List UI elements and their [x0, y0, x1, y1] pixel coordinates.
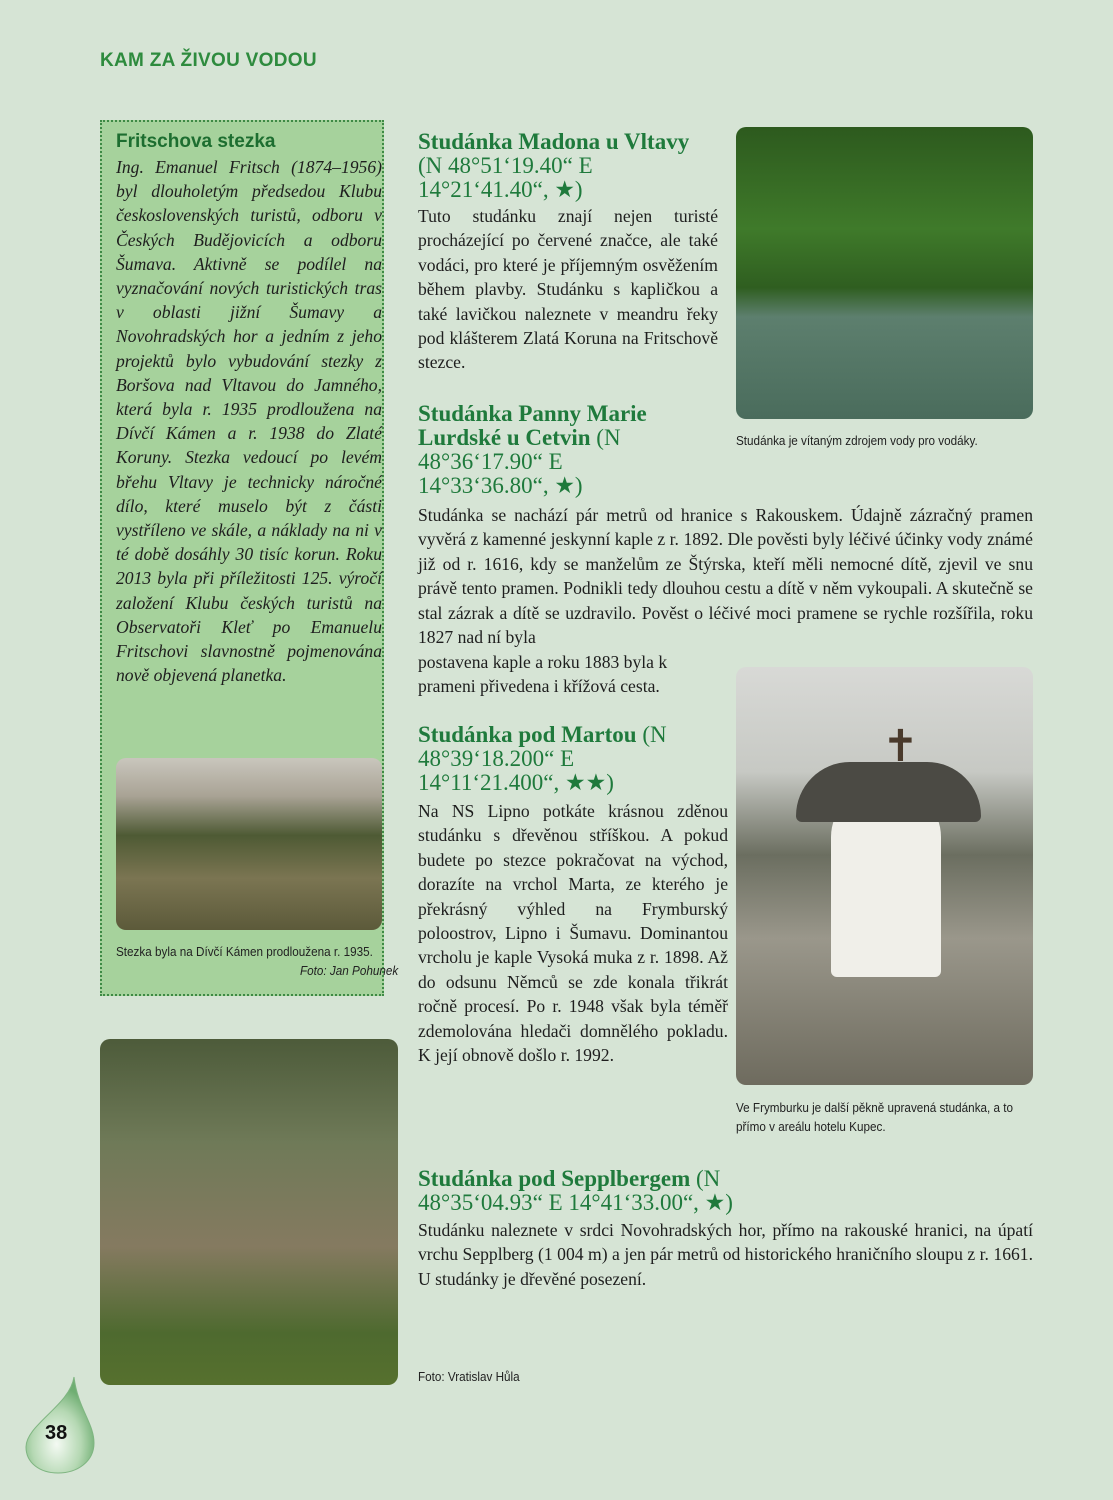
photo-credit: Foto: Vratislav Hůla [418, 1369, 520, 1384]
roof-shape [796, 762, 981, 822]
article-madona [418, 130, 718, 375]
article-title: Studánka pod Sepplbergem (N 48°35‘04.93“ E 14°41‘33.00“, ★) [418, 1166, 733, 1215]
chapel-photo [736, 667, 1033, 1085]
castle-ruins-photo [116, 758, 382, 930]
article-text: Tuto studánku znají nejen turisté procházející po červené značce, ale také vodáci, pro které je příjemným osvěžením během plavby. Studánku s kapličkou a také lavičkou naleznete v meandru řeky pod klášterem Zlatá Koruna na Fritschově stezce. [418, 206, 718, 373]
section-label: KAM ZA ŽIVOU VODOU [100, 50, 317, 71]
article-martou [418, 723, 728, 1067]
article-lurdske-heading [418, 402, 698, 498]
article-title: Studánka pod Martou (N 48°39‘18.200“ E 14°11‘21.400“, ★★) [418, 722, 667, 795]
castle-photo-credit: Foto: Jan Pohunek [300, 963, 399, 978]
article-text: Studánka se nachází pár metrů od hranice s Rakouskem. Údajně zázračný pramen vyvěrá z kamenné jeskynní kaple z r. 1892. Dle pověsti byly léčivé účinky vody známé již od r. 1616, kdy se manželům ze Štýrska, kteří měli nemocné dítě, zjevil ve snu právě tento pramen. Podnikli tedy dlouhou cestu a dítě v něm vykoupali. A skutečně se stal zázrak a dítě se uzdravilo. Pověst o léčivé moci pramene se rychle rozšířila, roku 1827 nad ní byla [418, 505, 1033, 648]
article-sepplberg [418, 1167, 1033, 1291]
chapel-photo-caption: Ve Frymburku je další pěkně upravená studánka, a to přímo v areálu hotelu Kupec. [736, 1100, 1014, 1134]
article-title: Studánka Panny Marie Lurdské u Cetvin (N 48°36‘17.90“ E 14°33‘36.80“, ★) [418, 401, 647, 498]
article-text: Na NS Lipno potkáte krásnou zděnou studánku s dřevěnou stříškou. A pokud budete po stezce pokračovat na východ, dorazíte na vrchol Marta, ze kterého je překrásný výhled na Frymburský poloostrov, Lipno i Šumavu. Dominantou vrcholu je kaple Vysoká muka z r. 1898. Až do odsunu Němců se zde konala třikrát ročně procesí. Po r. 1948 však byla téměř zdemolována hledači domnělého pokladu. K její obnově došlo r. 1992. [418, 801, 728, 1066]
article-text: Studánku naleznete v srdci Novohradských hor, přímo na rakouské hranici, na úpatí vrchu Sepplberg (1 004 m) a jen pár metrů od historického hraničního sloupu z r. 1661. U studánky je dřevěné posezení. [418, 1220, 1033, 1289]
sidebar-text: Ing. Emanuel Fritsch (1874–1956) byl dlouholetým předsedou Klubu československých turistů, odboru v Českých Budějovicích a odboru Šumava. Aktivně se podílel na vyznačování nových turistických tras v oblasti jižní Šumavy a Novohradských hor a jedním z jeho projektů bylo vybudování stezky z Boršova nad Vltavou do Jamného, která byla r. 1935 prodloužena na Dívčí Kámen a r. 1938 do Zlaté Koruny. Stezka vedoucí po levém břehu Vltavy je technicky náročné dílo, které muselo být z části vystříleno ve skále, a náklady na ni v té době dosáhly 30 tisíc korun. Roku 2013 byla při příležitosti 125. výročí založení Klubu českých turistů na Observatoři Kleť po Emanuelu Fritschovi slavnostně pojmenována nově objevená planetka. [116, 157, 382, 686]
article-text-tail: postavena kaple a roku 1883 byla k prameni přivedena i křížová cesta. [418, 652, 668, 697]
boundary-column-photo [100, 1039, 398, 1385]
page-number: 38 [45, 1422, 68, 1444]
kayakers-photo [736, 127, 1033, 419]
caption-text: Stezka byla na Dívčí Kámen prodloužena r. 1935. [116, 944, 373, 959]
article-title: Studánka Madona u Vltavy (N 48°51‘19.40“ E 14°21‘41.40“, ★) [418, 129, 690, 202]
kayak-photo-caption: Studánka je vítaným zdrojem vody pro vodáky. [736, 433, 978, 448]
cross-icon: ✝ [882, 722, 919, 771]
sidebar-title: Fritschova stezka [116, 131, 276, 152]
castle-photo-caption [116, 942, 377, 961]
